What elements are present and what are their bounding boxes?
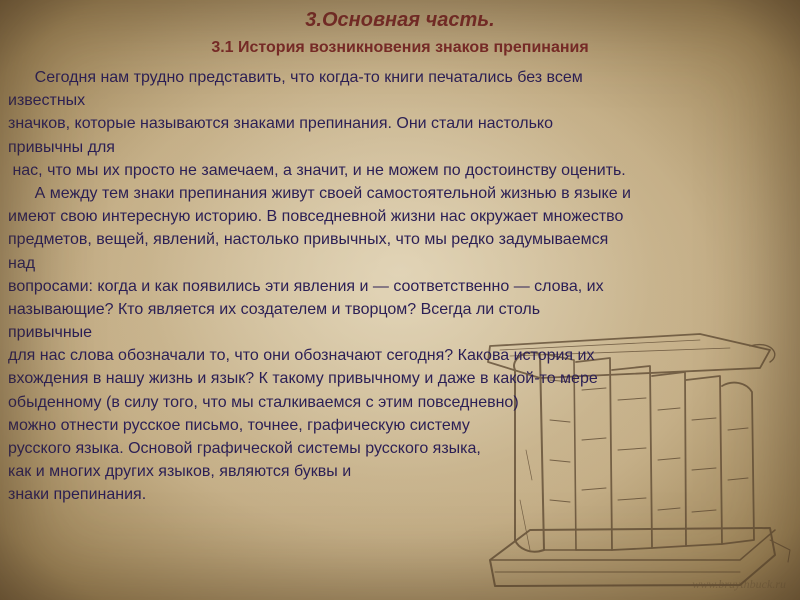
slide-subtitle: 3.1 История возникновения знаков препинания [211,39,589,56]
text-line: имеют свою интересную историю. В повседневной жизни нас окружает множество [8,208,624,226]
text-line: обыденному (в силу того, что мы сталкиваемся с этим повседневно) [8,393,519,411]
text-line: привычные [8,324,93,342]
slide-title: 3.Основная часть. [305,9,495,31]
text-line: вхождения в нашу жизнь и язык? К такому привычному и даже в какой-то мере [8,370,598,388]
text-line: русского языка. Основой графической системы русского языка, [8,440,481,457]
text-line: предметов, вещей, явлений, настолько привычных, что мы редко задумываемся [8,231,609,249]
text-line: известных [8,92,86,110]
text-line: как и многих других языков, являются буквы и [8,463,352,481]
text-line: привычны для [8,138,115,156]
text-line: называющие? Кто является их создателем и творцом? Всегда ли столь [8,300,541,318]
text-line: А между тем знаки препинания живут своей самостоятельной жизнью в языке и [8,184,631,202]
text-line: нас, что мы их просто не замечаем, а значит, и не можем по достоинству оценить. [8,161,626,179]
text-line: значков, которые называются знаками препинания. Они стали настолько [8,115,553,133]
watermark: www.bruythbuck.ru [692,577,786,591]
text-line: Сегодня нам трудно представить, что когда-то книги печатались без всем [8,69,583,86]
text-line: можно отнести русское письмо, точнее, графическую систему [8,416,470,434]
text-line: знаки препинания. [8,486,147,504]
text-line: вопросами: когда и как появились эти явления и — соответственно — слова, их [8,277,604,295]
text-line: для нас слова обозначали то, что они обозначают сегодня? Какова история их [8,347,595,365]
body-text [8,66,788,507]
text-line: над [8,254,36,272]
